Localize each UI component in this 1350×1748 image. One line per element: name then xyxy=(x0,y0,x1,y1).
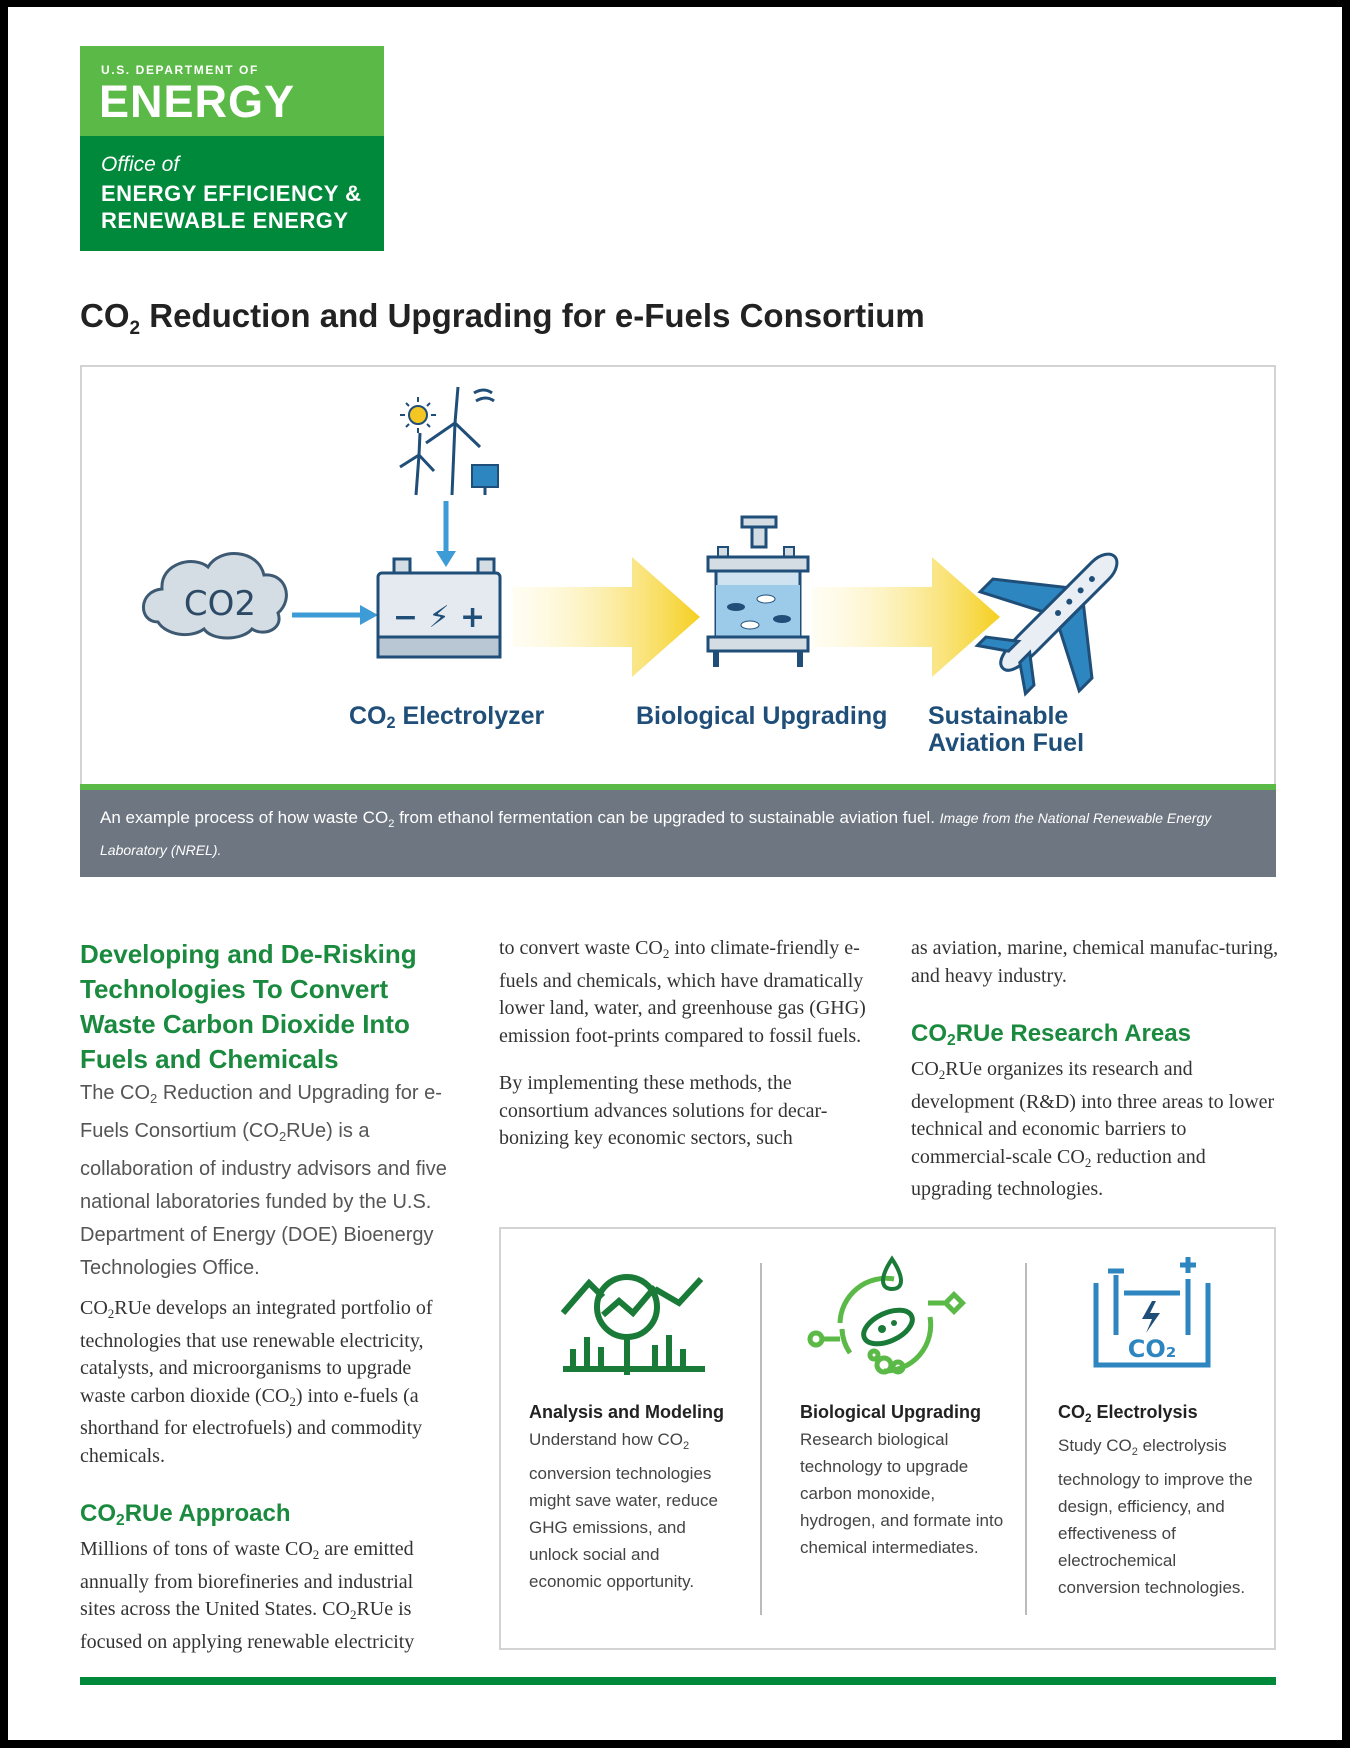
logo-energy: ENERGY xyxy=(99,76,296,127)
caption-source: Image from the National Renewable Energy Laboratory (NREL). xyxy=(100,810,1212,858)
yellow-arrow-1 xyxy=(512,557,700,677)
col2-paragraph-1: to convert waste $CO_2$ into climate-friendly e-fuels and chemicals, which have dramatically lower land, water, and greenhouse gas (GHG) emission foot-prints compared to fossil fuels. xyxy=(499,937,866,1047)
microbe-cycle-icon xyxy=(800,1253,970,1389)
analysis-magnifier-chart-icon xyxy=(559,1253,709,1389)
portfolio-paragraph: $CO_2RUe$ develops an integrated portfolio of technologies that use renewable electricity, catalysts, and microorganisms to upgrade waste carbon dioxide $(CO_2)$ into e-fuels (a shorthand for electrofuels) and commodity chemicals. xyxy=(80,1297,433,1467)
electrolysis-cell-icon xyxy=(1088,1253,1218,1389)
column-3 xyxy=(911,935,1281,1204)
area-text: Understand how $CO_2$ conversion technologies might save water, reduce GHG emissions, and unlock social and economic opportunity. xyxy=(529,1430,718,1591)
divider xyxy=(760,1263,762,1615)
area-text: Research biological technology to upgrade carbon monoxide, hydrogen, and formate into chemical intermediates. xyxy=(800,1430,1004,1557)
logo-department: U.S. DEPARTMENT OF xyxy=(101,63,259,77)
arrow-right-icon xyxy=(292,605,378,625)
section-heading-research-areas: CO2RUe Research Areas xyxy=(911,1020,1191,1049)
yellow-arrow-2 xyxy=(812,557,1000,677)
step-electrolyzer-label xyxy=(349,703,544,737)
logo-top-band xyxy=(80,46,384,136)
logo-bottom-band xyxy=(80,136,384,251)
step1-pre: CO xyxy=(349,702,387,730)
divider xyxy=(1025,1263,1027,1615)
page-title xyxy=(80,297,925,340)
process-figure xyxy=(80,365,1276,784)
research-paragraph: $CO_2RUe$ organizes its research and development (R&D) into three areas to lower technical and economic barriers to commercial-scale $CO_2$ reduction and upgrading technologies. xyxy=(911,1058,1275,1200)
area-title: Biological Upgrading xyxy=(800,1402,982,1422)
caption-post: from ethanol fermentation can be upgraded to sustainable aviation fuel. xyxy=(394,808,935,827)
area-biological-upgrading xyxy=(800,1253,1005,1561)
svg-text:CO₂: CO₂ xyxy=(1127,1335,1177,1363)
caption-pre: An example process of how waste CO xyxy=(100,808,389,827)
research-areas-box xyxy=(499,1227,1276,1650)
area-title: Analysis and Modeling xyxy=(529,1402,725,1422)
approach-paragraph: Millions of tons of waste $CO_2$ are emitted annually from biorefineries and industrial sites across the United States. $CO_2RUe$ is focused on applying renewable electricity xyxy=(80,1538,415,1653)
title-subscript: 2 xyxy=(129,318,141,339)
column-1 xyxy=(80,937,450,1656)
battery-icon xyxy=(378,559,500,657)
step1-post: Electrolyzer xyxy=(395,702,545,730)
footer-green-rule xyxy=(80,1677,1276,1685)
step1-sub: 2 xyxy=(386,714,396,732)
col3-paragraph-1: as aviation, marine, chemical manufac-turing, and heavy industry. xyxy=(911,937,1279,987)
step-saf-label xyxy=(928,703,1084,757)
cloud-label: CO2 xyxy=(183,584,257,624)
area-title: $CO_2$ Electrolysis xyxy=(1058,1402,1198,1425)
battery-label: − ⚡ + xyxy=(392,600,486,635)
co2-cloud-icon xyxy=(143,554,286,638)
logo-office: Office of xyxy=(101,153,180,176)
col2-paragraph-2: By implementing these methods, the consortium advances solutions for decar-bonizing key economic sectors, such xyxy=(499,1072,828,1149)
step-biological-label: Biological Upgrading xyxy=(636,702,888,730)
title-text-pre: CO xyxy=(80,297,130,334)
step3-line2: Aviation Fuel xyxy=(928,729,1085,757)
logo-eere-line2: RENEWABLE ENERGY xyxy=(101,208,349,233)
caption-sub: 2 xyxy=(388,818,395,830)
step3-line1: Sustainable xyxy=(928,702,1069,730)
area-text: Study $CO_2$ electrolysis technology to improve the design, efficiency, and effectiveness of electrochemical conversion technologies. xyxy=(1058,1436,1253,1597)
area-co2-electrolysis xyxy=(1058,1253,1263,1601)
renewable-energy-icon xyxy=(400,387,498,495)
section-heading-approach: CO2RUe Approach xyxy=(80,1500,291,1529)
section-heading-developing: Developing and De-Risking Technologies To Convert Waste Carbon Dioxide Into Fuels and Chemicals xyxy=(80,939,417,1074)
bioreactor-icon xyxy=(708,517,808,667)
logo-eere-line1: ENERGY EFFICIENCY & xyxy=(101,181,362,206)
title-text-post: Reduction and Upgrading for e-Fuels Consortium xyxy=(140,297,925,334)
column-2 xyxy=(499,935,869,1153)
arrow-down-icon xyxy=(436,501,456,567)
area-analysis-modeling xyxy=(529,1253,734,1595)
page xyxy=(8,7,1342,1740)
doe-eere-logo xyxy=(80,46,384,251)
figure-caption xyxy=(80,790,1276,877)
intro-paragraph: The $CO_2$ Reduction and Upgrading for e-Fuels Consortium $(CO_2RUe)$ is a collaboration of industry advisors and five national laboratories funded by the U.S. Department of Energy (DOE) Bioenergy Technologies Office. xyxy=(80,1082,447,1279)
